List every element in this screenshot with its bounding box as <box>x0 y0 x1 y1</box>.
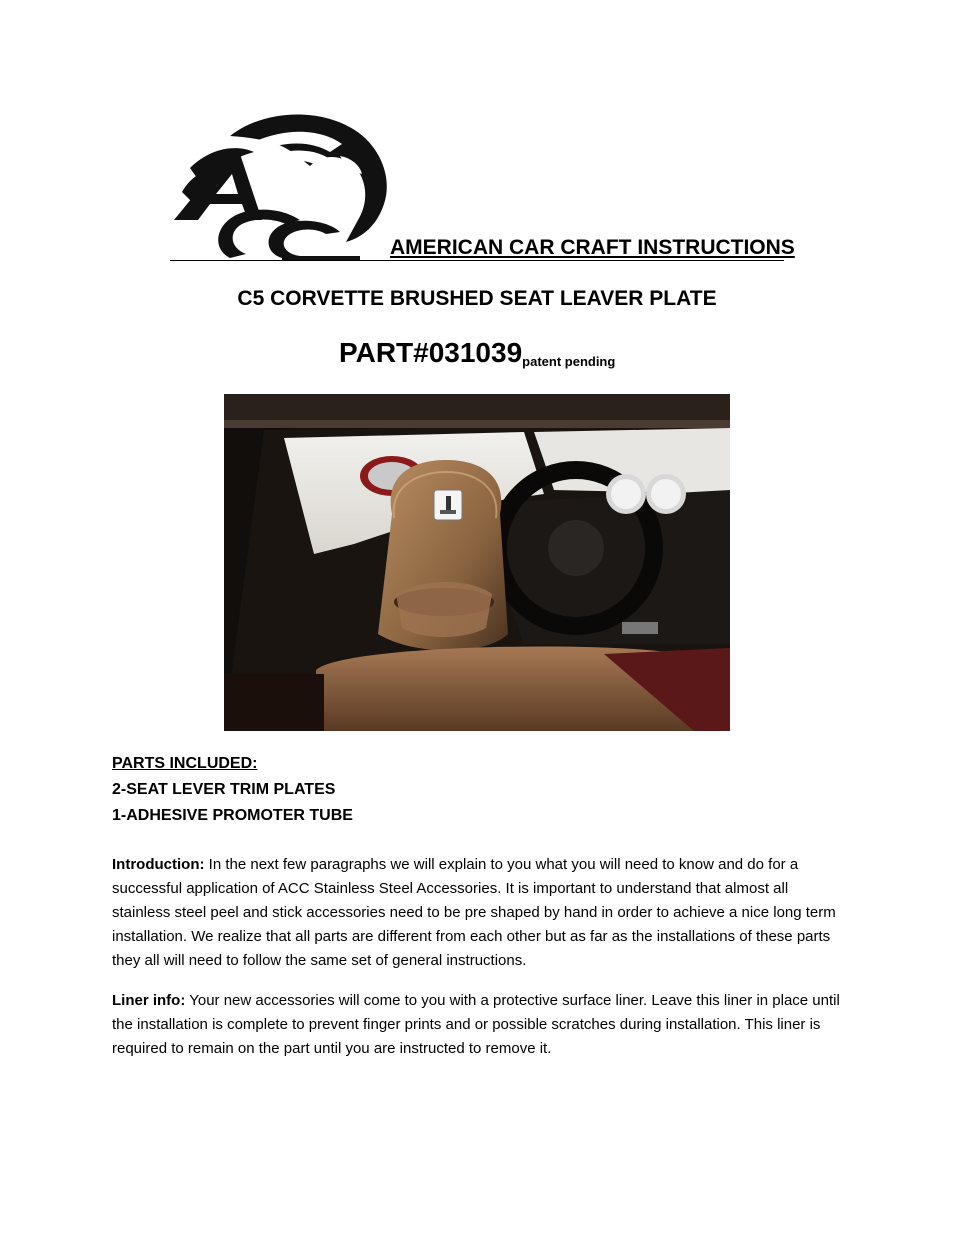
parts-included <box>112 751 842 829</box>
liner-info-label: Liner info: <box>112 992 186 1009</box>
car-seat-photo <box>224 394 730 731</box>
acc-eagle-logo <box>170 108 392 260</box>
introduction-paragraph <box>112 853 842 973</box>
part-number: PART#031039 <box>339 337 523 368</box>
parts-included-heading: PARTS INCLUDED: <box>112 755 258 772</box>
parts-item: 1-ADHESIVE PROMOTER TUBE <box>112 807 353 824</box>
liner-info-text: Your new accessories will come to you with a protective surface liner. Leave this liner in place until the installation is complete to prevent finger prints and or possible scratches during installation. This liner is required to remain on the part until you are instructed to remove it. <box>112 992 840 1057</box>
introduction-label: Introduction: <box>112 856 205 873</box>
introduction-text: In the next few paragraphs we will explain to you what you will need to know and do for a successful application of ACC Stainless Steel Accessories. It is important to understand that almost all stainless steel peel and stick accessories need to be pre shaped by hand in order to achieve a nice long term installation. We realize that all parts are different from each other but as far as the installations of these parts they all will need to follow the same set of general instructions. <box>112 856 836 969</box>
header-rule <box>170 260 784 261</box>
liner-info-paragraph <box>112 989 842 1061</box>
patent-note: patent pending <box>522 354 616 369</box>
company-heading: AMERICAN CAR CRAFT INSTRUCTIONS <box>390 236 795 259</box>
part-number-line <box>339 337 615 369</box>
parts-item: 2-SEAT LEVER TRIM PLATES <box>112 781 336 798</box>
product-title: C5 CORVETTE BRUSHED SEAT LEAVER PLATE <box>237 287 717 310</box>
